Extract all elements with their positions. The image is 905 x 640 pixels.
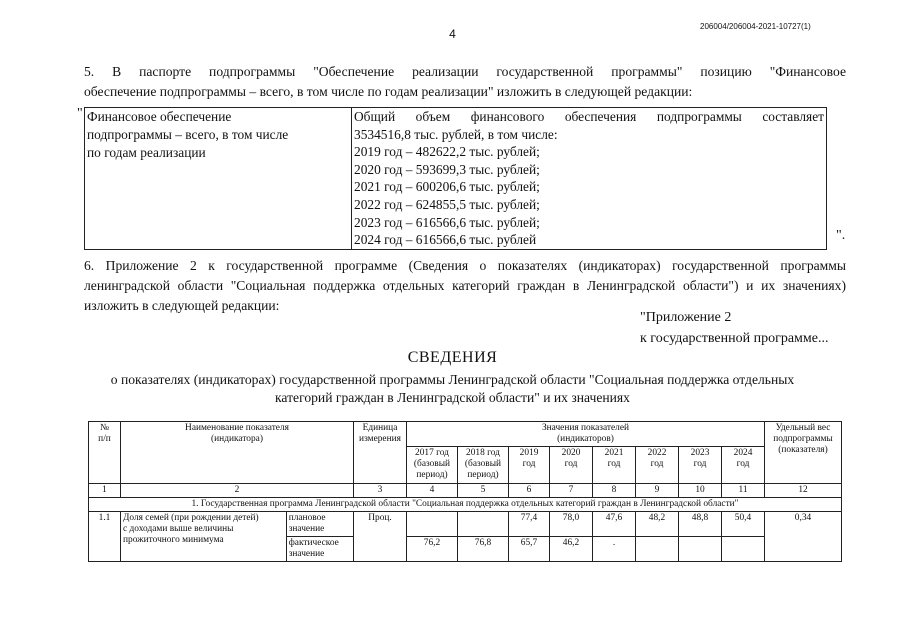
section-5-line: 5. В паспорте подпрограммы "Обеспечение реализации государственной программы" позицию "Финансовое (84, 64, 846, 79)
column-number: 3 (354, 484, 407, 498)
passport-value-cell (352, 108, 827, 250)
column-number: 7 (550, 484, 593, 498)
section-row-title: 1. Государственная программа Ленинградской области "Социальная поддержка отдельных категорий граждан в Ленинградской области" (89, 498, 842, 512)
row-number: 1.1 (89, 512, 121, 562)
header-weight: Удельный вес подпрограммы (показателя) (765, 422, 842, 484)
page-number: 4 (449, 27, 456, 41)
passport-value-line: 2019 год – 482622,2 тыс. рублей; (354, 144, 540, 160)
subtitle-line: о показателях (индикаторах) государственной программы Ленинградской области "Социальная поддержка отдельных (110, 372, 795, 387)
section-5-text (84, 62, 846, 102)
column-number: 5 (458, 484, 509, 498)
column-number: 2 (121, 484, 354, 498)
passport-value-line: 2022 год – 624855,5 тыс. рублей; (354, 196, 540, 212)
passport-table (84, 107, 827, 250)
actual-label: фактическое значение (286, 537, 353, 562)
table-row (89, 512, 842, 537)
header-unit: Единица измерения (354, 422, 407, 484)
actual-value (722, 537, 765, 562)
appendix-line: к государственной программе... (640, 331, 829, 346)
planned-value: 77,4 (509, 512, 550, 537)
section-6-line: 6. Приложение 2 к государственной программе (Сведения о показателях (индикаторах) государственной программы (84, 258, 846, 273)
header-values: Значения показателей (индикаторов) (407, 422, 765, 447)
indicator-name: Доля семей (при рождении детей) с доходами выше величины прожиточного минимума (121, 512, 287, 562)
planned-label: плановое значение (286, 512, 353, 537)
column-number: 6 (509, 484, 550, 498)
passport-value-line: 2021 год – 600206,6 тыс. рублей; (354, 179, 540, 195)
indicators-table (88, 421, 842, 562)
planned-value: 78,0 (550, 512, 593, 537)
section-6-line: ленинградской области "Социальная поддержка отдельных категорий граждан в Ленинградской области") и их значениях) (84, 278, 846, 293)
column-number: 4 (407, 484, 458, 498)
planned-value: 50,4 (722, 512, 765, 537)
closing-quote: ". (836, 228, 846, 243)
actual-value: 46,2 (550, 537, 593, 562)
document-title: СВЕДЕНИЯ (407, 349, 498, 366)
column-numbers-row (89, 484, 842, 498)
section-5-line: обеспечение подпрограммы – всего, в том числе по годам реализации" изложить в следующей редакции: (84, 84, 693, 99)
actual-value: 65,7 (509, 537, 550, 562)
passport-position-line: по годам реализации (87, 145, 206, 160)
weight-value: 0,34 (765, 512, 842, 562)
document-subtitle (60, 371, 845, 407)
passport-position-cell (85, 108, 352, 250)
section-6-line: изложить в следующей редакции: (84, 298, 280, 313)
header-year: 2020 год (550, 447, 593, 484)
actual-value: 76,8 (458, 537, 509, 562)
column-number: 11 (722, 484, 765, 498)
actual-value (679, 537, 722, 562)
header-year: 2017 год (базовый период) (407, 447, 458, 484)
header-year: 2021 год (593, 447, 636, 484)
passport-position-line: Финансовое обеспечение (87, 109, 232, 124)
header-year: 2023 год (679, 447, 722, 484)
header-number: № п/п (89, 422, 121, 484)
planned-value: 47,6 (593, 512, 636, 537)
planned-value: 48,2 (636, 512, 679, 537)
column-number: 10 (679, 484, 722, 498)
passport-value-line: 3534516,8 тыс. рублей, в том числе: (354, 126, 558, 142)
column-number: 8 (593, 484, 636, 498)
actual-value (636, 537, 679, 562)
passport-value-line: Общий объем финансового обеспечения подпрограммы составляет (354, 109, 824, 124)
passport-position-line: подпрограммы – всего, в том числе (87, 127, 289, 142)
opening-quote: " (77, 106, 83, 121)
actual-value: . (593, 537, 636, 562)
header-year: 2024 год (722, 447, 765, 484)
column-number: 9 (636, 484, 679, 498)
subtitle-line: категорий граждан в Ленинградской области" и их значениях (275, 390, 630, 405)
planned-value (407, 512, 458, 537)
header-year: 2018 год (базовый период) (458, 447, 509, 484)
passport-value-line: 2023 год – 616566,6 тыс. рублей; (354, 214, 540, 230)
planned-value: 48,8 (679, 512, 722, 537)
column-number: 12 (765, 484, 842, 498)
passport-value-line: 2024 год – 616566,6 тыс. рублей (354, 232, 537, 248)
planned-value (458, 512, 509, 537)
unit-value: Проц. (354, 512, 407, 562)
header-indicator-name: Наименование показателя (индикатора) (121, 422, 354, 484)
header-year: 2019 год (509, 447, 550, 484)
appendix-line: "Приложение 2 (640, 310, 732, 325)
section-row (89, 498, 842, 512)
passport-value-line: 2020 год – 593699,3 тыс. рублей; (354, 161, 540, 177)
appendix-note (640, 307, 828, 349)
header-year: 2022 год (636, 447, 679, 484)
column-number: 1 (89, 484, 121, 498)
document-id: 206004/206004-2021-10727(1) (700, 22, 811, 31)
actual-value: 76,2 (407, 537, 458, 562)
